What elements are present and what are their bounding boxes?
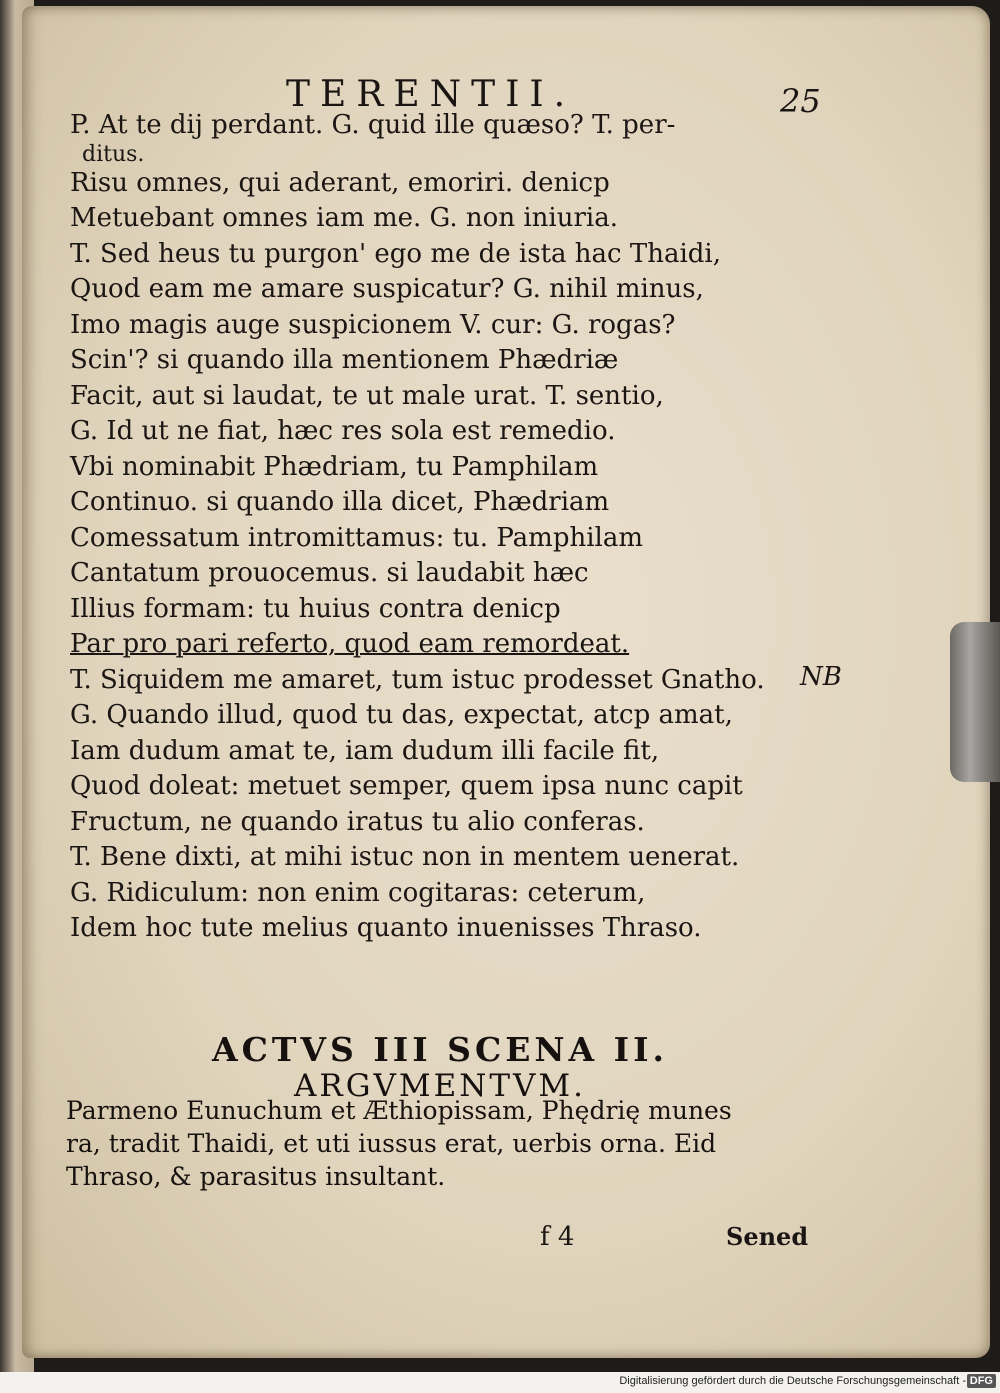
marginal-note: NB (800, 662, 842, 692)
text-line: P. At te dij perdant. G. quid ille quæso? T. per- (70, 110, 676, 140)
text-line: Risu omnes, qui aderant, emoriri. denicp (70, 167, 610, 198)
text-line: Fructum, ne quando iratus tu alio conferas. (70, 806, 645, 837)
running-head: TERENTII. (286, 74, 576, 115)
act-heading: ACTVS III SCENA II. (211, 1030, 668, 1069)
footer-bar (0, 1372, 1000, 1393)
text-line: Vbi nominabit Phædriam, tu Pamphilam (70, 451, 599, 482)
text-line: Quod eam me amare suspicatur? G. nihil minus, (70, 274, 704, 304)
text-line: Idem hoc tute melius quanto inuenisses Thraso. (70, 913, 702, 943)
text-line: T. Bene dixti, at mihi istuc non in mentem uenerat. (70, 842, 740, 872)
underlined-text-line: Par pro pari referto, quod eam remordeat. (70, 629, 630, 659)
text-line: ditus. (82, 141, 145, 167)
text-line: T. Siquidem me amaret, tum istuc prodesset Gnatho. (70, 664, 765, 695)
text-line: G. Id ut ne fiat, hæc res sola est remedio. (70, 416, 616, 446)
argument-line: Parmeno Eunuchum et Æthiopissam, Phędrię munes (66, 1096, 732, 1125)
signature-mark: f 4 (540, 1222, 575, 1252)
text-line: Comessatum intromittamus: tu. Pamphilam (70, 522, 643, 553)
argument-line: ra, tradit Thaidi, et uti iussus erat, uerbis orna. Eid (66, 1129, 717, 1158)
text-line: Facit, aut si laudat, te ut male urat. T. sentio, (70, 380, 664, 411)
text-line: G. Quando illud, quod tu das, expectat, atcp amat, (70, 700, 733, 730)
folio-number: 25 (780, 82, 821, 120)
dfg-logo-icon: DFG (967, 1374, 996, 1388)
catchword: Sened (726, 1222, 809, 1251)
verse-text (70, 108, 830, 947)
text-line: Scin'? si quando illa mentionem Phædriæ (70, 345, 619, 375)
footer-credit: Digitalisierung gefördert durch die Deutsche Forschungsgemeinschaft - (619, 1375, 966, 1387)
argument-line: Thraso, & parasitus insultant. (66, 1162, 446, 1191)
text-line: Imo magis auge suspicionem V. cur: G. rogas? (70, 309, 676, 340)
page-clip (950, 622, 1000, 782)
text-line: Illius formam: tu huius contra denicp (70, 593, 561, 624)
text-line: T. Sed heus tu purgon' ego me de ista hac Thaidi, (70, 238, 721, 269)
text-line: Cantatum prouocemus. si laudabit hæc (70, 558, 589, 588)
argument-heading: ARGVMENTVM. (293, 1068, 587, 1104)
text-line: Quod doleat: metuet semper, quem ipsa nunc capit (70, 771, 743, 801)
text-line: Metuebant omnes iam me. G. non iniuria. (70, 203, 618, 233)
text-line: Iam dudum amat te, iam dudum illi facile fit, (70, 735, 660, 766)
text-line: G. Ridiculum: non enim cogitaras: ceterum, (70, 877, 646, 908)
argument-text (66, 1094, 836, 1193)
text-line: Continuo. si quando illa dicet, Phædriam (70, 487, 610, 517)
